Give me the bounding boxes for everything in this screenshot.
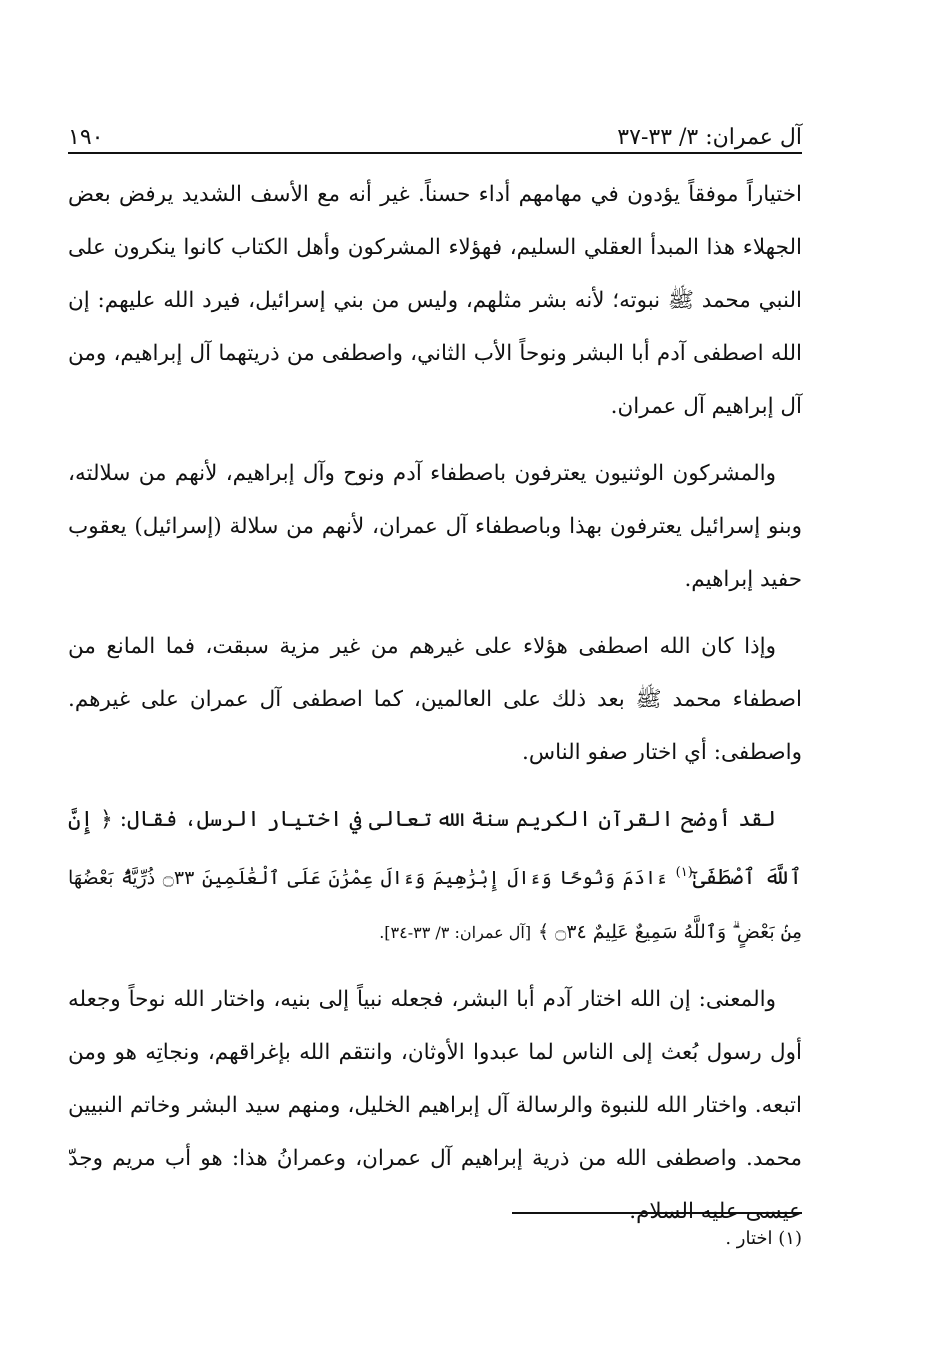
paragraph-1: اختياراً موفقاً يؤدون في مهامهم أداء حسناً. غير أنه مع الأسف الشديد يرفض بعض الجهلاء هذا المبدأ العقلي السليم، فهؤلاء المشركون وأهل الكتاب كانوا ينكرون على النبي محمد ﷺ نبوته؛ لأنه بشر مثلهم، وليس من بني إسرائيل، فيرد الله عليهم: إن الله اصطفى آدم أبا البشر ونوحاً الأب الثاني، واصطفى من ذريتهما آل إبراهيم، ومن آل إبراهيم آل عمران. <box>68 182 802 419</box>
footnote: (١) اختار . <box>725 1228 802 1249</box>
quran-intro: لقد أوضح القرآن الكريم سنة الله تعالى في اختيار الرسل، فقال: ﴿ إِنَّ ٱللَّهَ ٱصْطَفَىٰٓ <box>68 807 802 891</box>
verse-citation: [آل عمران: ٣/ ٣٣-٣٤]. <box>379 923 532 943</box>
header-rule <box>68 152 802 154</box>
footnote-rule <box>512 1212 802 1214</box>
paragraph-2: والمشركون الوثنيون يعترفون باصطفاء آدم ونوح وآل إبراهيم، لأنهم من سلالته، وبنو إسرائيل يعترفون بهذا وباصطفاء آل عمران، لأنهم من سلالة (إسرائيل) يعقوب حفيد إبراهيم. <box>68 461 802 592</box>
header-title: آل عمران: ٣/ ٣٣-٣٧ <box>617 125 802 150</box>
paragraph-3: وإذا كان الله اصطفى هؤلاء على غيرهم من غير مزية سبقت، فما المانع من اصطفاء محمد ﷺ بعد ذلك على العالمين، كما اصطفى آل عمران على غيرهم. واصطفى: أي اختار صفو الناس. <box>68 634 802 765</box>
quran-verse: ءَادَمَ وَنُوحًا وَءَالَ إِبْرَٰهِيمَ وَءَالَ عِمْرَٰنَ عَلَى ٱلْعَٰلَمِينَ ۝٣٣ ذُرِّيَّةًۢ بَعْضُهَا مِنۢ بَعْضٍ ۗ وَٱللَّهُ سَمِيعٌ عَلِيمٌ ۝٣٤ ﴾ <box>68 867 802 944</box>
running-header <box>68 110 802 150</box>
body-text <box>68 168 802 1252</box>
paragraph-5: والمعنى: إن الله اختار آدم أبا البشر، فجعله نبياً إلى بنيه، واختار الله نوحاً وجعله أول رسول بُعث إلى الناس لما عبدوا الأوثان، وانتقم الله بإغراقهم، ونجاتِه هو ومن اتبعه. واختار الله للنبوة والرسالة آل إبراهيم الخليل، ومنهم سيد البشر وخاتم النبيين محمد. واصطفى الله من ذرية إبراهيم آل عمران، وعمرانُ هذا: هو أب مريم وجدّ عيسى عليه السلام. <box>68 987 802 1225</box>
paragraph-quran <box>68 793 802 959</box>
footnote-mark: (١) <box>675 865 693 880</box>
page-number: ١٩٠ <box>68 125 104 150</box>
